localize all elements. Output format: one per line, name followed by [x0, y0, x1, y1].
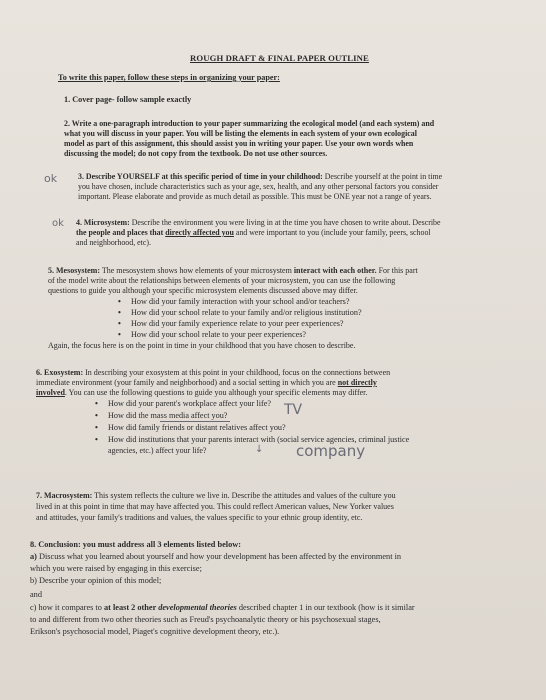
item-8-line: b) Describe your opinion of this model;: [30, 576, 162, 585]
handwritten-ok-mark: ok: [52, 218, 64, 229]
list-item: • How did family friends or distant relatives affect you?: [108, 423, 286, 433]
list-item: • How did your family experience relate to your peer experiences?: [131, 319, 344, 329]
item-2-line: what you will discuss in your paper. You will be listing the elements in each system of your own ecological: [64, 129, 417, 138]
item-6-line: involved. You can use the following questions to guide you although your specific elements may differ.: [36, 388, 368, 397]
handwritten-tv-note: TV: [284, 402, 303, 418]
item-8-line: to and different from two other theories such as Freud's psychoanalytic theory or his psychosexual stages,: [30, 615, 381, 624]
item-8-line: and: [30, 590, 42, 599]
handwritten-underline: [160, 421, 230, 422]
item-5-closing: Again, the focus here is on the point in time in your childhood that you have chosen to describe.: [48, 341, 356, 350]
item-2-line: model as part of this assignment, this should assist you in writing your paper. Use your own words when: [64, 139, 414, 148]
list-item: • How did your school relate to your peer experiences?: [131, 330, 306, 340]
item-6-line: immediate environment (your family and neighborhood) and a social setting in which you are not directly: [36, 378, 377, 387]
item-1: 1. Cover page- follow sample exactly: [64, 95, 192, 104]
handwritten-company-note: company: [296, 442, 366, 460]
document-title: ROUGH DRAFT & FINAL PAPER OUTLINE: [190, 53, 369, 63]
handwritten-arrow: ↓: [255, 444, 264, 455]
list-item: • How did institutions that your parents interact with (social service agencies, criminal justice: [108, 435, 409, 445]
item-4-line: 4. Microsystem: Describe the environment you were living in at the time you have chosen to write about. Describe: [76, 218, 441, 227]
intro-instruction: To write this paper, follow these steps in organizing your paper:: [58, 73, 280, 82]
handwritten-ok-mark: ok: [44, 172, 58, 185]
item-5-line: of the model write about the relationships between elements of your microsystem, you can use the following: [48, 276, 396, 285]
item-8-line: a) Discuss what you learned about yourself and how your development has been affected by the environment in: [30, 552, 402, 561]
item-8-line: which you were raised by engaging in this exercise;: [30, 564, 202, 573]
item-8-heading: 8. Conclusion: you must address all 3 elements listed below:: [30, 540, 241, 549]
item-3-line: you have chosen, include characteristics such as your age, sex, health, and any other personal factors you consider: [78, 182, 439, 191]
item-7-line: lived in at this point in time that may have affected you. This could reflect American values, New Yorker values: [36, 502, 394, 511]
item-3-line: 3. Describe YOURSELF at this specific period of time in your childhood: Describe yourself at the point in time: [78, 172, 443, 181]
list-item: • How did your school relate to your family and/or religious institution?: [131, 308, 362, 318]
item-8-line: c) how it compares to at least 2 other developmental theories described chapter 1 in our textbook (how is it similar: [30, 603, 415, 612]
item-2-line: discussing the model; do not copy from the textbook. Do not use other sources.: [64, 149, 328, 158]
item-8-line: Erikson's psychosocial model, Piaget's cognitive development theory, etc.).: [30, 627, 280, 636]
item-5-line: questions to guide you although your specific microsystem elements discussed above may differ.: [48, 286, 358, 295]
item-3-line: important. Please elaborate and provide as much detail as possible. This must be ONE year not a range of years.: [78, 192, 432, 201]
item-5-line: 5. Mesosystem: The mesosystem shows how elements of your microsystem interact with each other. For this part: [48, 266, 418, 275]
item-6-line: 6. Exosystem: In describing your exosystem at this point in your childhood, focus on the connections between: [36, 368, 391, 377]
item-4-line: and neighborhood, etc).: [76, 238, 151, 247]
list-item: • How did your family interaction with your school and/or teachers?: [131, 297, 350, 307]
item-6-bullet-continuation: agencies, etc.) affect your life?: [108, 446, 207, 455]
item-7-line: 7. Macrosystem: This system reflects the culture we live in. Describe the attitudes and values of the culture you: [36, 491, 396, 500]
item-2-line: 2. Write a one-paragraph introduction to your paper summarizing the ecological model (and each system) and: [64, 119, 435, 128]
item-4-line: the people and places that directly affected you and were important to you (include your family, peers, school: [76, 228, 431, 237]
item-7-line: and attitudes, your family's traditions and values, the values specific to your ethnic group identity, etc.: [36, 513, 363, 522]
list-item: • How did your parent's workplace affect your life?: [108, 399, 271, 409]
list-item: • How did the mass media affect you?: [108, 411, 227, 421]
